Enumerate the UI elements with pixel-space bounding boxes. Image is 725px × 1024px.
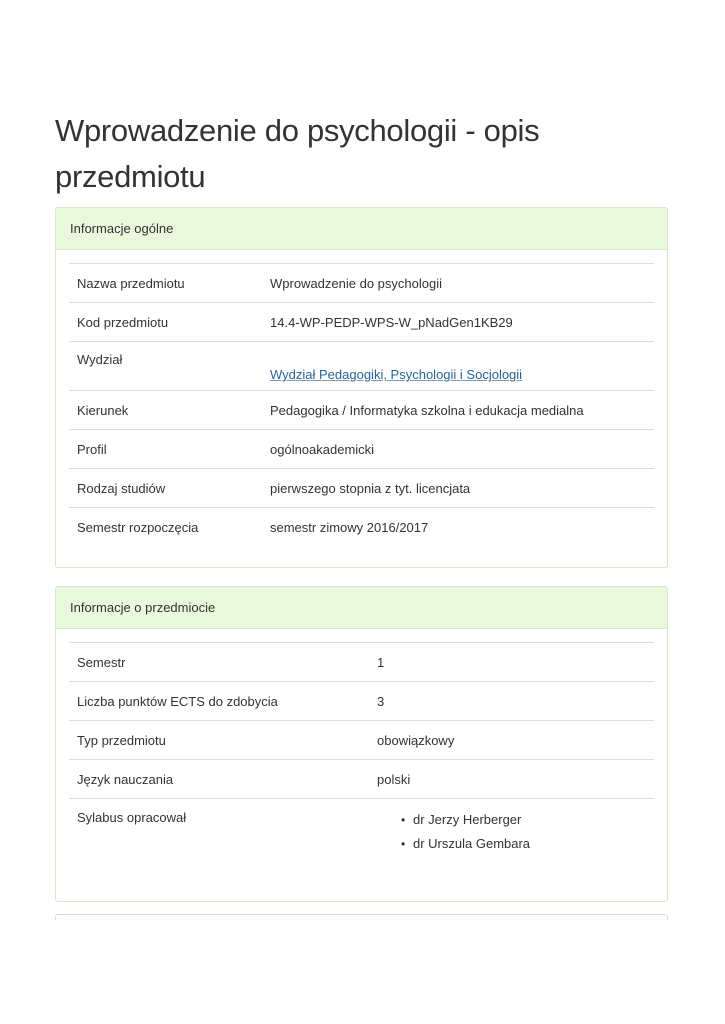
author-list [377, 808, 646, 856]
general-info-panel [55, 207, 668, 568]
author-name: dr Urszula Gembara [413, 836, 531, 851]
table-row [69, 799, 654, 857]
row-label: Nazwa przedmiotu [69, 264, 262, 303]
table-row [69, 508, 654, 547]
table-row [69, 303, 654, 342]
table-row [69, 643, 654, 682]
bullet-icon: • [401, 813, 406, 827]
table-row [69, 391, 654, 430]
row-label: Profil [69, 430, 262, 469]
list-item [401, 832, 646, 856]
row-label: Kod przedmiotu [69, 303, 262, 342]
row-label: Liczba punktów ECTS do zdobycia [69, 682, 369, 721]
row-value: Pedagogika / Informatyka szkolna i edukacja medialna [262, 391, 654, 430]
course-info-table [69, 642, 654, 856]
row-value: 14.4-WP-PEDP-WPS-W_pNadGen1KB29 [262, 303, 654, 342]
row-value: polski [369, 760, 654, 799]
table-row [69, 682, 654, 721]
row-label: Kierunek [69, 391, 262, 430]
list-item [401, 808, 646, 832]
row-value: Wprowadzenie do psychologii [262, 264, 654, 303]
course-info-heading: Informacje o przedmiocie [56, 587, 667, 629]
table-row [69, 469, 654, 508]
table-row [69, 342, 654, 391]
table-row [69, 721, 654, 760]
table-row [69, 264, 654, 303]
row-label: Język nauczania [69, 760, 369, 799]
row-label: Semestr rozpoczęcia [69, 508, 262, 547]
row-label: Rodzaj studiów [69, 469, 262, 508]
row-value: obowiązkowy [369, 721, 654, 760]
row-label: Semestr [69, 643, 369, 682]
page-title: Wprowadzenie do psychologii - opis przedmiotu [55, 113, 540, 194]
row-value [262, 342, 654, 391]
row-value: 3 [369, 682, 654, 721]
course-info-panel [55, 586, 668, 902]
general-info-table [69, 263, 654, 546]
faculty-link[interactable]: Wydział Pedagogiki, Psychologii i Socjologii [270, 367, 523, 382]
row-value: semestr zimowy 2016/2017 [262, 508, 654, 547]
table-row [69, 430, 654, 469]
row-value: ogólnoakademicki [262, 430, 654, 469]
author-name: dr Jerzy Herberger [413, 812, 522, 827]
bullet-icon: • [401, 837, 406, 851]
row-label: Wydział [69, 342, 262, 391]
row-label: Sylabus opracował [69, 799, 369, 857]
table-row [69, 760, 654, 799]
next-panel-edge [55, 914, 668, 920]
row-label: Typ przedmiotu [69, 721, 369, 760]
row-value [369, 799, 654, 857]
general-info-heading: Informacje ogólne [56, 208, 667, 250]
row-value: pierwszego stopnia z tyt. licencjata [262, 469, 654, 508]
row-value: 1 [369, 643, 654, 682]
